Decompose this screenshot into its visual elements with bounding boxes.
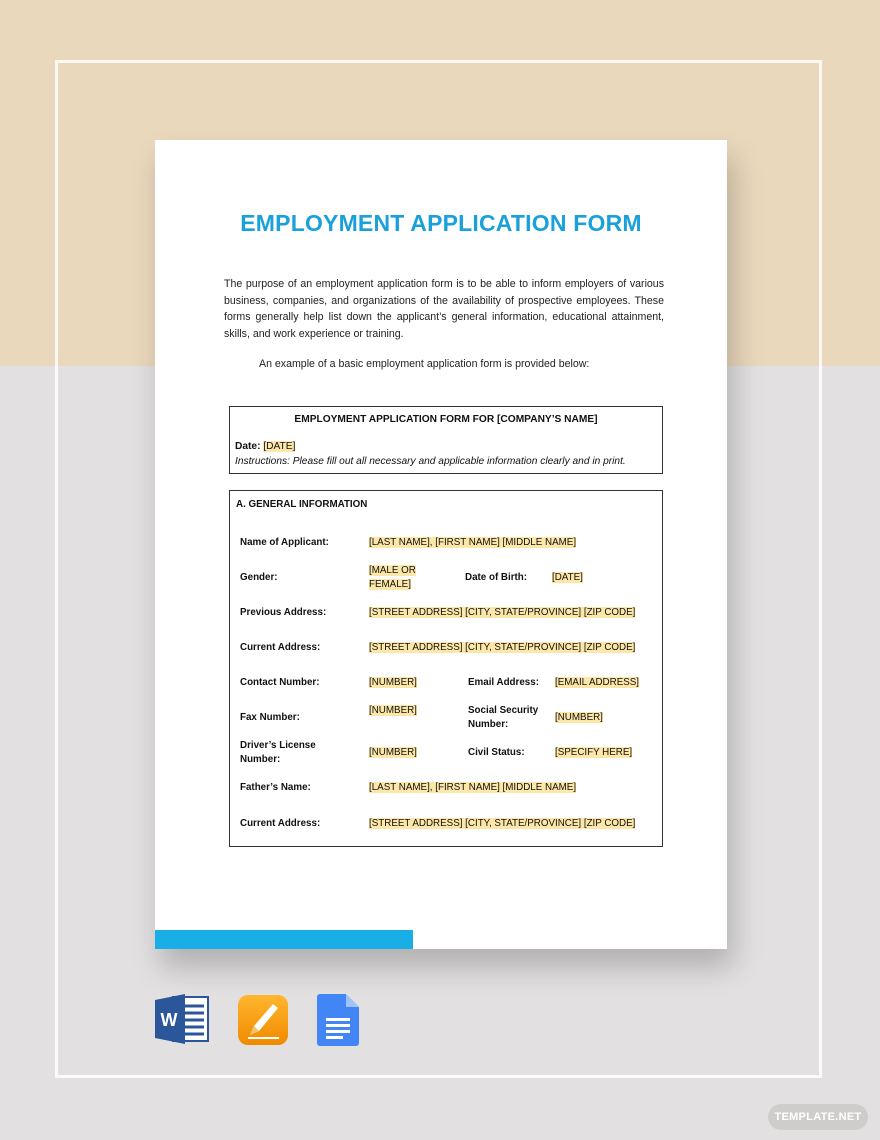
general-information-box <box>229 490 663 847</box>
date-label: Date: <box>235 441 261 452</box>
word-letter: W <box>160 1010 178 1030</box>
accent-bar <box>155 930 413 949</box>
dob-label: Date of Birth: <box>465 572 528 583</box>
example-note: An example of a basic employment application form is provided below: <box>259 358 590 370</box>
dob-value: [DATE] <box>552 572 583 583</box>
section-title: A. GENERAL INFORMATION <box>236 499 368 510</box>
document-preview <box>155 140 727 949</box>
gender-label: Gender: <box>240 572 278 583</box>
ssn-value: [NUMBER] <box>555 712 603 723</box>
current-address-2-value: [STREET ADDRESS] [CITY, STATE/PROVINCE] [ZIP CODE] <box>369 818 636 829</box>
current-address-value: [STREET ADDRESS] [CITY, STATE/PROVINCE] [ZIP CODE] <box>369 642 636 653</box>
contact-number-value: [NUMBER] <box>369 677 417 688</box>
form-heading: EMPLOYMENT APPLICATION FORM FOR [COMPANY’S NAME] <box>294 414 598 425</box>
template-net-badge[interactable]: TEMPLATE.NET <box>768 1104 868 1130</box>
fax-number-label: Fax Number: <box>240 712 300 723</box>
document-title: EMPLOYMENT APPLICATION FORM <box>240 210 642 236</box>
microsoft-word-icon[interactable] <box>155 994 209 1044</box>
previous-address-value: [STREET ADDRESS] [CITY, STATE/PROVINCE] [ZIP CODE] <box>369 607 636 618</box>
license-value: [NUMBER] <box>369 747 417 758</box>
gender-value-line2: FEMALE] <box>369 579 411 590</box>
ssn-label-line1: Social Security <box>468 705 539 716</box>
intro-paragraph: The purpose of an employment application form is to be able to inform employers of various business, companies, and organizations of the availability of prospective employees. These forms generally help list down the applicant’s general information, educational attainment, skills, and work experience or training. <box>224 278 664 340</box>
license-label-line1: Driver’s License <box>240 740 316 751</box>
date-line <box>235 441 295 452</box>
ssn-label-line2: Number: <box>468 719 509 730</box>
civil-status-value: [SPECIFY HERE] <box>555 747 633 758</box>
social-security-label <box>468 704 538 732</box>
contact-number-label: Contact Number: <box>240 677 320 688</box>
drivers-license-label <box>240 739 316 767</box>
fathers-name-label: Father’s Name: <box>240 782 311 793</box>
civil-status-label: Civil Status: <box>468 747 525 758</box>
apple-pages-icon[interactable] <box>237 994 289 1046</box>
fax-number-value: [NUMBER] <box>369 705 417 716</box>
form-header-box <box>229 406 663 474</box>
previous-address-label: Previous Address: <box>240 607 327 618</box>
email-label: Email Address: <box>468 677 539 688</box>
date-value: [DATE] <box>263 441 296 452</box>
fathers-name-value: [LAST NAME], [FIRST NAME] [MIDDLE NAME] <box>369 782 577 793</box>
name-value: [LAST NAME], [FIRST NAME] [MIDDLE NAME] <box>369 537 577 548</box>
google-docs-icon[interactable] <box>317 994 359 1046</box>
current-address-label: Current Address: <box>240 642 321 653</box>
name-label: Name of Applicant: <box>240 537 329 548</box>
instructions: Instructions: Please fill out all necessary and applicable information clearly and in print. <box>235 456 626 467</box>
gender-value-line1: [MALE OR <box>369 565 416 576</box>
license-label-line2: Number: <box>240 754 281 765</box>
email-value: [EMAIL ADDRESS] <box>555 677 640 688</box>
current-address-2-label: Current Address: <box>240 818 321 829</box>
